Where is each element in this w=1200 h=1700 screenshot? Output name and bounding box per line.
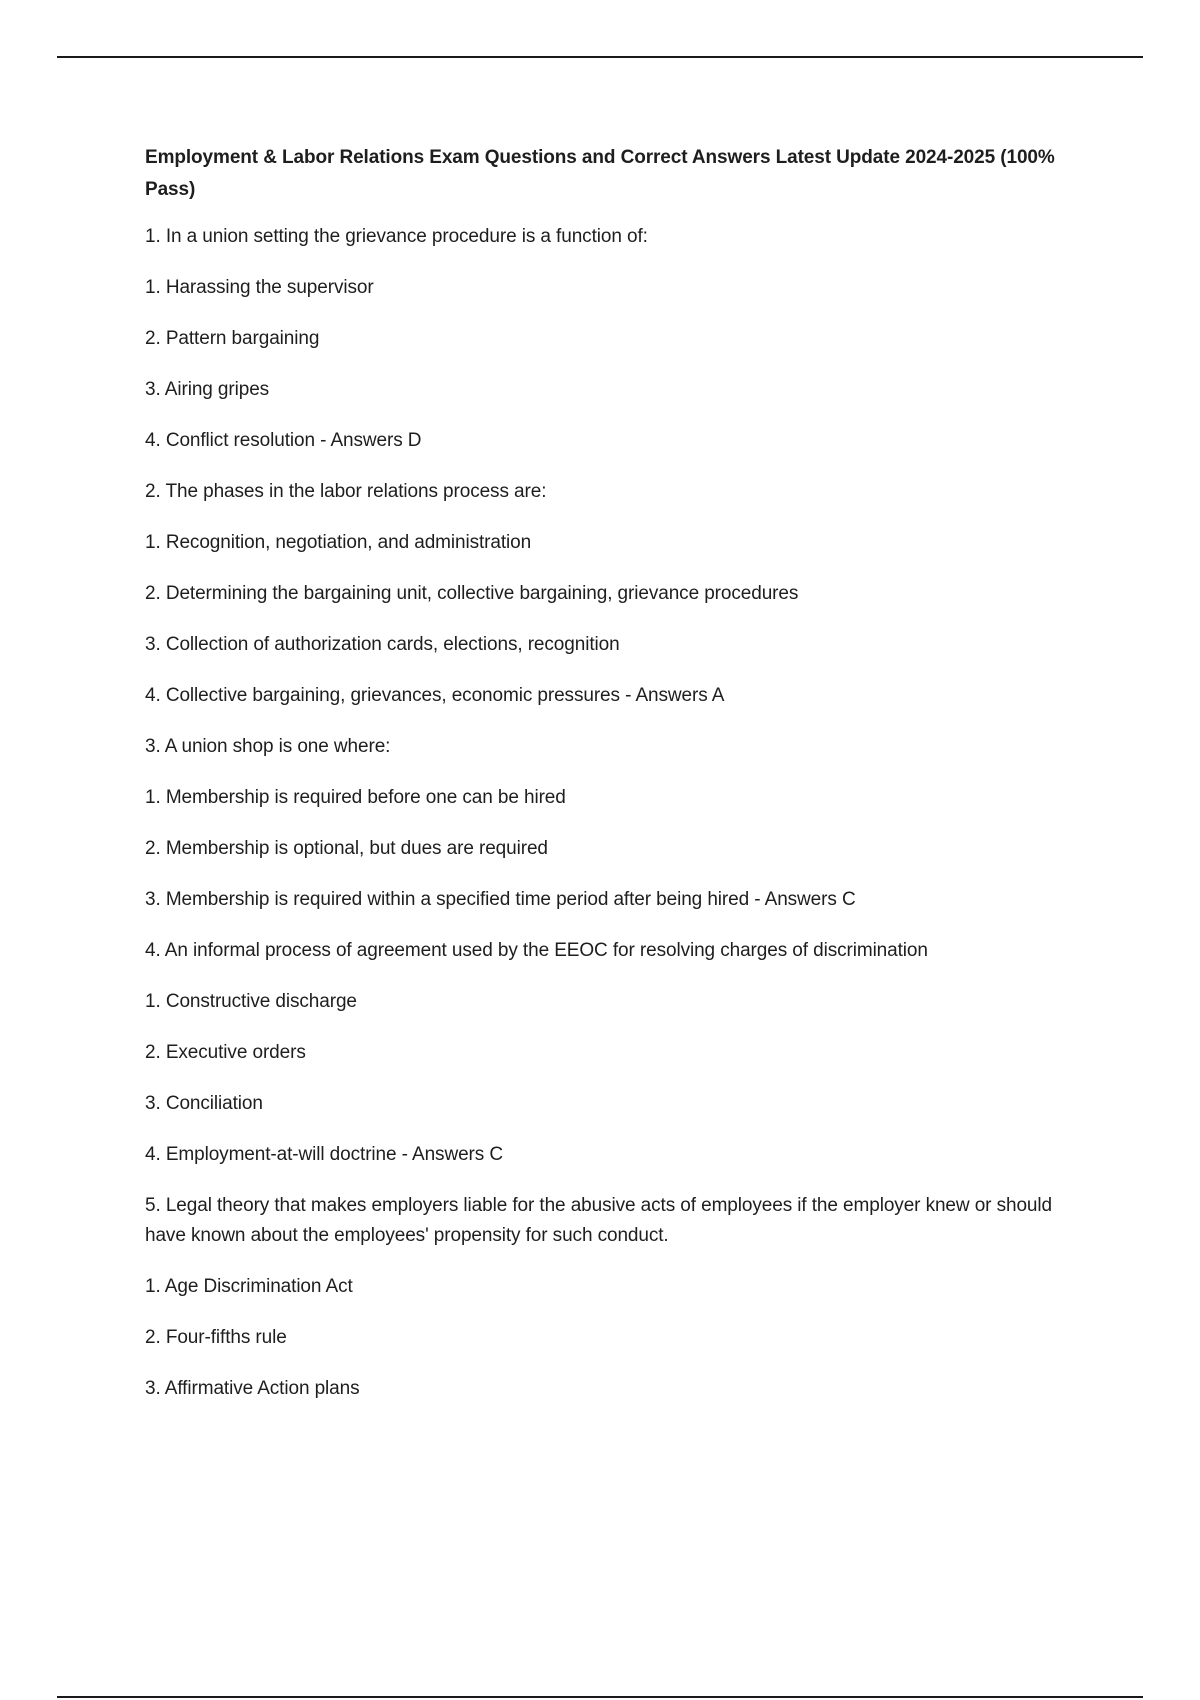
question-5-option-2: 2. Four-fifths rule <box>145 1327 287 1348</box>
question-3-option-2: 2. Membership is optional, but dues are required <box>145 838 548 859</box>
question-4-option-4: 4. Employment-at-will doctrine - Answers C <box>145 1144 503 1165</box>
question-1-option-2: 2. Pattern bargaining <box>145 328 320 349</box>
question-3: 3. A union shop is one where: <box>145 736 391 757</box>
question-1-option-1: 1. Harassing the supervisor <box>145 277 374 298</box>
question-1-option-3: 3. Airing gripes <box>145 379 270 400</box>
question-5-option-1: 1. Age Discrimination Act <box>145 1276 353 1297</box>
question-3-option-1: 1. Membership is required before one can be hired <box>145 787 566 808</box>
header-rule <box>57 56 1143 58</box>
document-title: Employment & Labor Relations Exam Questions and Correct Answers Latest Update 2024-2025 (100% Pass) <box>145 147 1055 200</box>
question-2-option-2: 2. Determining the bargaining unit, collective bargaining, grievance procedures <box>145 583 799 604</box>
document-body <box>145 142 1085 1425</box>
footer-rule <box>57 1696 1143 1698</box>
question-5: 5. Legal theory that makes employers liable for the abusive acts of employees if the employer knew or should have known about the employees' propensity for such conduct. <box>145 1195 1052 1246</box>
question-2-option-4: 4. Collective bargaining, grievances, economic pressures - Answers A <box>145 685 725 706</box>
question-5-option-3: 3. Affirmative Action plans <box>145 1378 360 1399</box>
question-1: 1. In a union setting the grievance procedure is a function of: <box>145 226 648 247</box>
question-4-option-1: 1. Constructive discharge <box>145 991 357 1012</box>
question-4-option-3: 3. Conciliation <box>145 1093 263 1114</box>
question-3-option-3: 3. Membership is required within a specified time period after being hired - Answers C <box>145 889 856 910</box>
question-2: 2. The phases in the labor relations process are: <box>145 481 547 502</box>
question-4: 4. An informal process of agreement used by the EEOC for resolving charges of discrimination <box>145 940 928 961</box>
question-2-option-1: 1. Recognition, negotiation, and administration <box>145 532 532 553</box>
question-4-option-2: 2. Executive orders <box>145 1042 306 1063</box>
question-1-option-4: 4. Conflict resolution - Answers D <box>145 430 422 451</box>
question-2-option-3: 3. Collection of authorization cards, elections, recognition <box>145 634 620 655</box>
